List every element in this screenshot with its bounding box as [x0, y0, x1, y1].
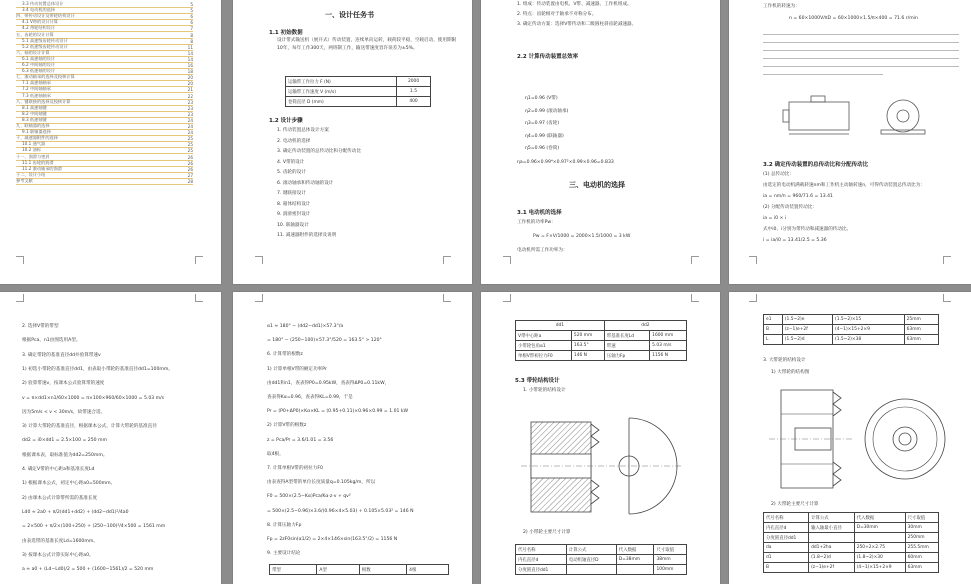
toc-entry-label: 7.2 中间轴轴承: [22, 86, 51, 92]
formula: n = 60×1000V/πD = 60×1000×1.5/π×400 = 71.6 r/min: [789, 16, 918, 21]
crop-mark: [195, 256, 203, 264]
text-line: 2. 选择V带的带型: [22, 324, 59, 329]
text-line: η3=0.97 (齿轮): [525, 121, 560, 126]
text-line: η5=0.96 (卷筒): [525, 146, 560, 151]
toc-entry-page: 18: [187, 69, 193, 75]
table-row: 分度圆直径dd1 100mm: [516, 565, 687, 575]
document-page-5: [0, 292, 221, 584]
toc-entry-label: 8.1 高速轴键: [22, 104, 47, 110]
table-row: 代号名称 计算公式 代入数据 尺寸取值: [516, 545, 687, 555]
toc-entry-page: 27: [187, 172, 193, 178]
text-line: 8. 箱体结构设计: [277, 201, 311, 207]
text-line: 3) 按课本公式计算实际中心距a0。: [22, 552, 94, 558]
toc-entry-label: 4.2 带轮结构设计: [22, 25, 56, 31]
text-line: 由dd1和n1，查表得P0=0.95kW，查表得ΔP0=0.11kW，: [267, 380, 390, 386]
crop-mark: [255, 294, 263, 302]
paragraph: 工作机的转速为：: [763, 4, 800, 9]
text-line: 2) 由课本公式计算带所需的基准长度: [22, 495, 98, 501]
toc-entry-label: 六、轴的设计计算: [16, 49, 50, 55]
text-line: α1 ≈ 180° − (dd2−dd1)×57.3°/a: [267, 324, 344, 329]
toc-entry-page: 14: [187, 50, 193, 56]
table-row: dd1 dd2: [516, 321, 687, 331]
dimension-table: [515, 544, 687, 575]
paragraph: 10年，每年工作300天，两班制工作，输送带速度容许误差为±5%。: [277, 46, 418, 51]
toc-entry-page: 21: [187, 87, 193, 93]
subsection-title: 3.1 电动机的选择: [517, 210, 562, 216]
crop-mark: [255, 256, 263, 264]
text-line: 2) 验算带速v，按课本公式验算带的速度: [22, 381, 105, 387]
toc-entry-label: 11.2 滚动轴承的润滑: [22, 165, 62, 171]
text-line: 9. 主要设计结论: [267, 551, 301, 557]
document-page-2: [233, 0, 472, 284]
toc-entry-page: 7: [190, 26, 193, 32]
text-line: η4=0.99 (联轴器): [525, 133, 564, 139]
text-line: ia = i0 × i: [763, 216, 787, 221]
paragraph: 2. 特点：齿轮相对于轴承不对称分布。: [517, 12, 597, 17]
document-page-8: [729, 292, 971, 584]
text-line: a ≈ a0 + (Ld−Ld0)/2 = 500 + (1600−1561)/2 = 520 mm: [22, 567, 154, 573]
toc-entry-page: 24: [187, 117, 193, 123]
toc-entry-page: 20: [187, 81, 193, 87]
text-line: 因为5m/s < v < 30m/s，故带速合适。: [22, 409, 106, 415]
toc-entry-page: 11: [187, 44, 193, 50]
text-line: 取4根。: [267, 451, 284, 457]
toc-entry-label: 7.1 高速轴轴承: [22, 80, 51, 86]
toc-entry-label: 6.3 低速轴的设计: [22, 68, 56, 74]
toc-entry-label: 十二、设计小结: [16, 171, 46, 177]
text-line: 6. 滚动轴承和传动轴的设计: [277, 180, 334, 186]
toc-entry-page: 23: [187, 105, 193, 111]
crop-mark: [16, 294, 24, 302]
crop-mark: [503, 294, 511, 302]
text-line: = 180° − (250−100)×57.3°/520 = 163.5° > 120°: [267, 338, 382, 344]
toc-entry-page: 26: [187, 154, 193, 160]
table-row: 内孔直径d 输入轴最小直径 D=30mm 30mm: [764, 523, 939, 533]
section-title: 三、电动机的选择: [569, 181, 625, 189]
parameter-table: [285, 76, 431, 107]
toc-entry-label: 7.3 低速轴轴承: [22, 92, 51, 98]
text-line: F0 = 500×(2.5−Kα)Pca/Kα·z·v + qv²: [267, 494, 351, 500]
table-row: d1 (1.8~2)d (1.8~2)×30 60mm: [764, 553, 939, 563]
paragraph: 1) 大带轮的结构图: [771, 370, 810, 375]
text-line: Pr = (P0+ΔP0)×Kα×KL = (0.95+0.11)×0.96×0.99 = 1.01 kW: [267, 409, 409, 415]
toc-entry-page: 23: [187, 111, 193, 117]
text-line: 查表得Kα=0.96，查表得KL=0.99，于是: [267, 395, 353, 400]
text-line: 2) 计算V带的根数z: [267, 423, 307, 429]
text-line: Fp = 2zF0sin(α1/2) = 2×4×146×sin(163.5°/2) = 1156 N: [267, 537, 398, 542]
crop-mark: [943, 294, 951, 302]
text-line: 1. 传动装置总体设计方案: [277, 128, 329, 133]
text-line: 由选定的电动机满载转速nm和工作机主动轴转速n，可得传动装置总传动比为：: [763, 183, 925, 188]
dimension-table: [763, 314, 939, 345]
crop-mark: [503, 256, 511, 264]
toc-entry-page: 24: [187, 124, 193, 129]
text-line: 2. 电动机的选择: [277, 138, 311, 144]
table-row: B (z−1)e+2f (4−1)×15+2×9 63mm: [764, 325, 939, 335]
text-line: (1) 总传动比：: [763, 172, 794, 177]
subsection-title: 5.3 带轮结构设计: [515, 378, 560, 384]
toc-entry-label: 8.3 低速轴键: [22, 116, 47, 122]
document-page-7: [481, 292, 720, 584]
text-line: 1) 初选小带轮的基准直径dd1，由表取小带轮的基准直径dd1=100mm。: [22, 366, 173, 372]
crop-mark: [443, 294, 451, 302]
result-table: [515, 320, 687, 361]
toc-entry-label: 9.1 联轴器选择: [22, 129, 51, 135]
toc-entry-page: 5: [190, 2, 193, 7]
table-row: 卷筒直径 D (mm) 400: [286, 97, 431, 107]
efficiency-total: ηa=0.96×0.99⁴×0.97²×0.99×0.96=0.833: [517, 160, 614, 165]
text-line: 5. 齿轮的设计: [277, 170, 306, 175]
toc-entry-page: 5: [190, 8, 193, 14]
toc-entry-page: 8: [190, 32, 193, 38]
crop-mark: [943, 256, 951, 264]
toc-entry-label: 八、键联接的选择及校核计算: [16, 98, 71, 104]
toc-entry-label: 五、齿轮的设计计算: [16, 31, 54, 37]
toc-entry-page: 6: [190, 14, 193, 20]
text-line: = 2×500 + π/2×(100+250) + (250−100)²/4×500 = 1561 mm: [22, 524, 166, 530]
toc-entry-label: 十一、润滑与密封: [16, 153, 50, 159]
document-page-4: [729, 0, 971, 284]
toc-entry-label: 十、减速器附件的选择: [16, 135, 58, 141]
table-row: L (1.5~2)d (1.5~2)×38 63mm: [764, 335, 939, 345]
text-line: 由表查得A型带的单位长度质量q=0.105kg/m，所以: [267, 480, 376, 486]
formula: Pw = F×V/1000 = 2000×1.5/1000 = 3 kW: [533, 234, 631, 239]
text-line: 根据课本表，取标准值为dd2=250mm。: [22, 452, 108, 458]
text-line: η1=0.96 (V带): [525, 96, 558, 101]
table-row: 单根V带初拉力F0 146 N 压轴力Fp 1156 N: [516, 351, 687, 361]
toc-entry-page: 23: [187, 99, 193, 105]
paragraph: 3. 大带轮的结构设计: [763, 358, 806, 363]
text-line: (2) 分配传动装置传动比：: [763, 205, 817, 210]
table-row: 分度圆直径dd1 250mm: [764, 533, 939, 543]
text-line: 根据Pca、n1由图选用A型。: [22, 338, 81, 344]
text-line: z = Pca/Pr = 3.6/1.01 = 3.56: [267, 437, 334, 443]
crop-mark: [691, 256, 699, 264]
large-pulley-drawing: [769, 384, 949, 494]
document-page-3: [481, 0, 720, 284]
crop-mark: [443, 256, 451, 264]
toc-entry-label: 四、带传动设计及带轮结构设计: [16, 13, 75, 19]
crop-mark: [749, 294, 757, 302]
table-row: 小带轮包角α1 163.5° 带速 5.03 m/s: [516, 341, 687, 351]
text-line: 11. 减速器附件的选择及说明: [277, 233, 337, 238]
text-line: 1) 计算单根V带的额定功率Pr: [267, 366, 327, 372]
toc-entry-label: 九、联轴器的选择: [16, 123, 50, 128]
paragraph: 电动机所需工作功率为：: [517, 248, 568, 253]
table-row: 内孔直径d 电动机轴直径D D=38mm 38mm: [516, 555, 687, 565]
text-line: 式中i0、i分别为带传动和减速器的传动比。: [763, 227, 852, 232]
paragraph: 1. 组成：传动装置由电机、V带、减速器、工作机组成。: [517, 2, 632, 7]
table-row: V带中心距a 520 mm 带基准长度Ld 1600 mm: [516, 331, 687, 341]
table-row: B (z−1)e+2f (4−1)×15+2×9 63mm: [764, 563, 939, 573]
text-line: Ld0 ≈ 2a0 + π/2(dd1+dd2) + (dd2−dd1)²/4a0: [22, 509, 129, 515]
toc-entry[interactable]: [16, 173, 193, 179]
toc-entry-page: 26: [187, 160, 193, 166]
toc-entry-page: 14: [187, 56, 193, 62]
result-table: [269, 564, 449, 575]
document-page-toc: [0, 0, 221, 284]
text-line: i = ia/i0 = 13.41/2.5 = 5.36: [763, 238, 827, 243]
text-line: 10. 联轴器设计: [277, 222, 309, 228]
text-line: 8. 计算压轴力Fp: [267, 522, 302, 528]
text-line: 4. 确定V带的中心距a和基准长度Ld: [22, 467, 95, 472]
paragraph: 2) 小带轮主要尺寸计算: [523, 530, 571, 535]
toc-entry-page: 22: [187, 93, 193, 99]
text-line: ia = nm/n = 960/71.6 = 13.41: [763, 194, 833, 199]
text-line: v = π×dd1×n1/60×1000 = π×100×960/60×1000 = 5.03 m/s: [22, 395, 165, 401]
toc-entry-label: 6.2 中间轴的设计: [22, 62, 56, 67]
toc-entry-page: 6: [190, 20, 193, 26]
toc-entry-label: 5.2 低速级齿轮传动设计: [22, 43, 68, 49]
text-line: dd2 = i0×dd1 = 2.5×100 = 250 mm: [22, 438, 107, 444]
paragraph: 1. 小带轮的结构设计: [523, 388, 566, 393]
toc-entry-page: 24: [187, 130, 193, 136]
table-row: 运输带工作速度 V (m/s) 1.5: [286, 87, 431, 97]
paragraph: 设计带式输送机（展开式）传动装置，连续单向运转，载荷较平稳，空载启动，使用期限: [277, 38, 457, 43]
toc-entry-page: 26: [187, 166, 193, 172]
text-line: 6. 计算带的根数z: [267, 352, 303, 358]
toc-entry-label: 6.1 高速轴的设计: [22, 55, 56, 61]
table-row: 带型 A型 根数 4根: [270, 565, 449, 575]
table-row: 运输带工作拉力 F (N) 2000: [286, 77, 431, 87]
text-line: 由表选带的基准长度Ld=1600mm。: [22, 538, 98, 544]
toc-entry[interactable]: [16, 142, 193, 148]
text-line: 3. 确定传动装置的总传动比和分配传动比: [277, 149, 361, 154]
document-page-6: [233, 292, 472, 584]
toc-entry-label: 3.4 电动机的选择: [22, 7, 56, 13]
table-row: e1 (1.5~2)e (1.5~2)×15 25mm: [764, 315, 939, 325]
crop-mark: [16, 256, 24, 264]
subsection-title: 1.2 设计步骤: [269, 118, 303, 124]
text-line: 3. 确定带轮的基准直径dd并验算带速v: [22, 352, 101, 358]
motor-drawing: [781, 92, 941, 142]
toc-entry-label: 5.1 高速级齿轮传动设计: [22, 37, 68, 43]
toc-entry-page: 8: [190, 38, 193, 44]
paragraph: 2) 大带轮主要尺寸计算: [771, 502, 819, 507]
text-line: 9. 润滑密封设计: [277, 212, 311, 217]
toc-entry-page: 28: [187, 178, 193, 184]
small-pulley-drawing: [521, 404, 681, 524]
table-row: 代号名称 计算公式 代入数据 尺寸取值: [764, 513, 939, 523]
toc-entry-label: 3.3 传动装置总体设计: [22, 1, 64, 6]
paragraph: 工作机的功率Pw：: [517, 220, 556, 225]
text-line: 3) 计算大带轮的基准直径，根据课本公式，计算大带轮的基准直径: [22, 424, 157, 430]
text-line: = 500×(2.5−0.96)×3.6/(0.96×4×5.03) + 0.105×5.03² = 146 N: [267, 508, 414, 514]
subsection-title: 1.1 初始数据: [269, 30, 303, 36]
toc-entry-page: 20: [187, 75, 193, 81]
toc-entry-label: 参考文献: [16, 177, 33, 183]
text-line: η2=0.99 (滚动轴承): [525, 108, 569, 114]
crop-mark: [195, 294, 203, 302]
text-line: 1) 根据课本公式，初定中心距a0=500mm。: [22, 481, 116, 487]
section-title: 一、设计任务书: [325, 11, 374, 19]
text-line: 4. V带的设计: [277, 159, 305, 165]
toc-entry-page: 25: [187, 142, 193, 148]
paragraph: 3. 确定传动方案：选择V带传动和二级圆柱斜齿轮减速器。: [517, 22, 637, 27]
toc-entry-label: 10.1 通气器: [22, 141, 46, 147]
crop-mark: [749, 256, 757, 264]
subsection-title: 2.2 计算传动装置总效率: [517, 54, 579, 60]
table-row: da dd1+2ha 250+2×2.75 255.5mm: [764, 543, 939, 553]
dimension-table: [763, 512, 939, 573]
subsection-title: 3.2 确定传动装置的总传动比和分配传动比: [763, 162, 869, 168]
toc-entry-page: 25: [187, 148, 193, 154]
text-line: 7. 键联接设计: [277, 191, 306, 196]
toc-entry-label: 8.2 中间轴键: [22, 110, 47, 116]
toc-entry-label: 10.2 油标: [22, 147, 42, 153]
text-line: 7. 计算单根V带的初拉力F0: [267, 466, 323, 471]
toc-entry-label: 11.1 齿轮的润滑: [22, 159, 54, 165]
toc-entry[interactable]: [16, 179, 193, 185]
crop-mark: [691, 294, 699, 302]
toc-entry-label: 4.1 V带的设计计算: [22, 19, 58, 25]
toc-entry-page: 25: [187, 136, 193, 142]
toc-entry-label: 七、滚动轴承的选择及校核计算: [16, 74, 75, 80]
toc-entry-page: 16: [187, 63, 193, 68]
